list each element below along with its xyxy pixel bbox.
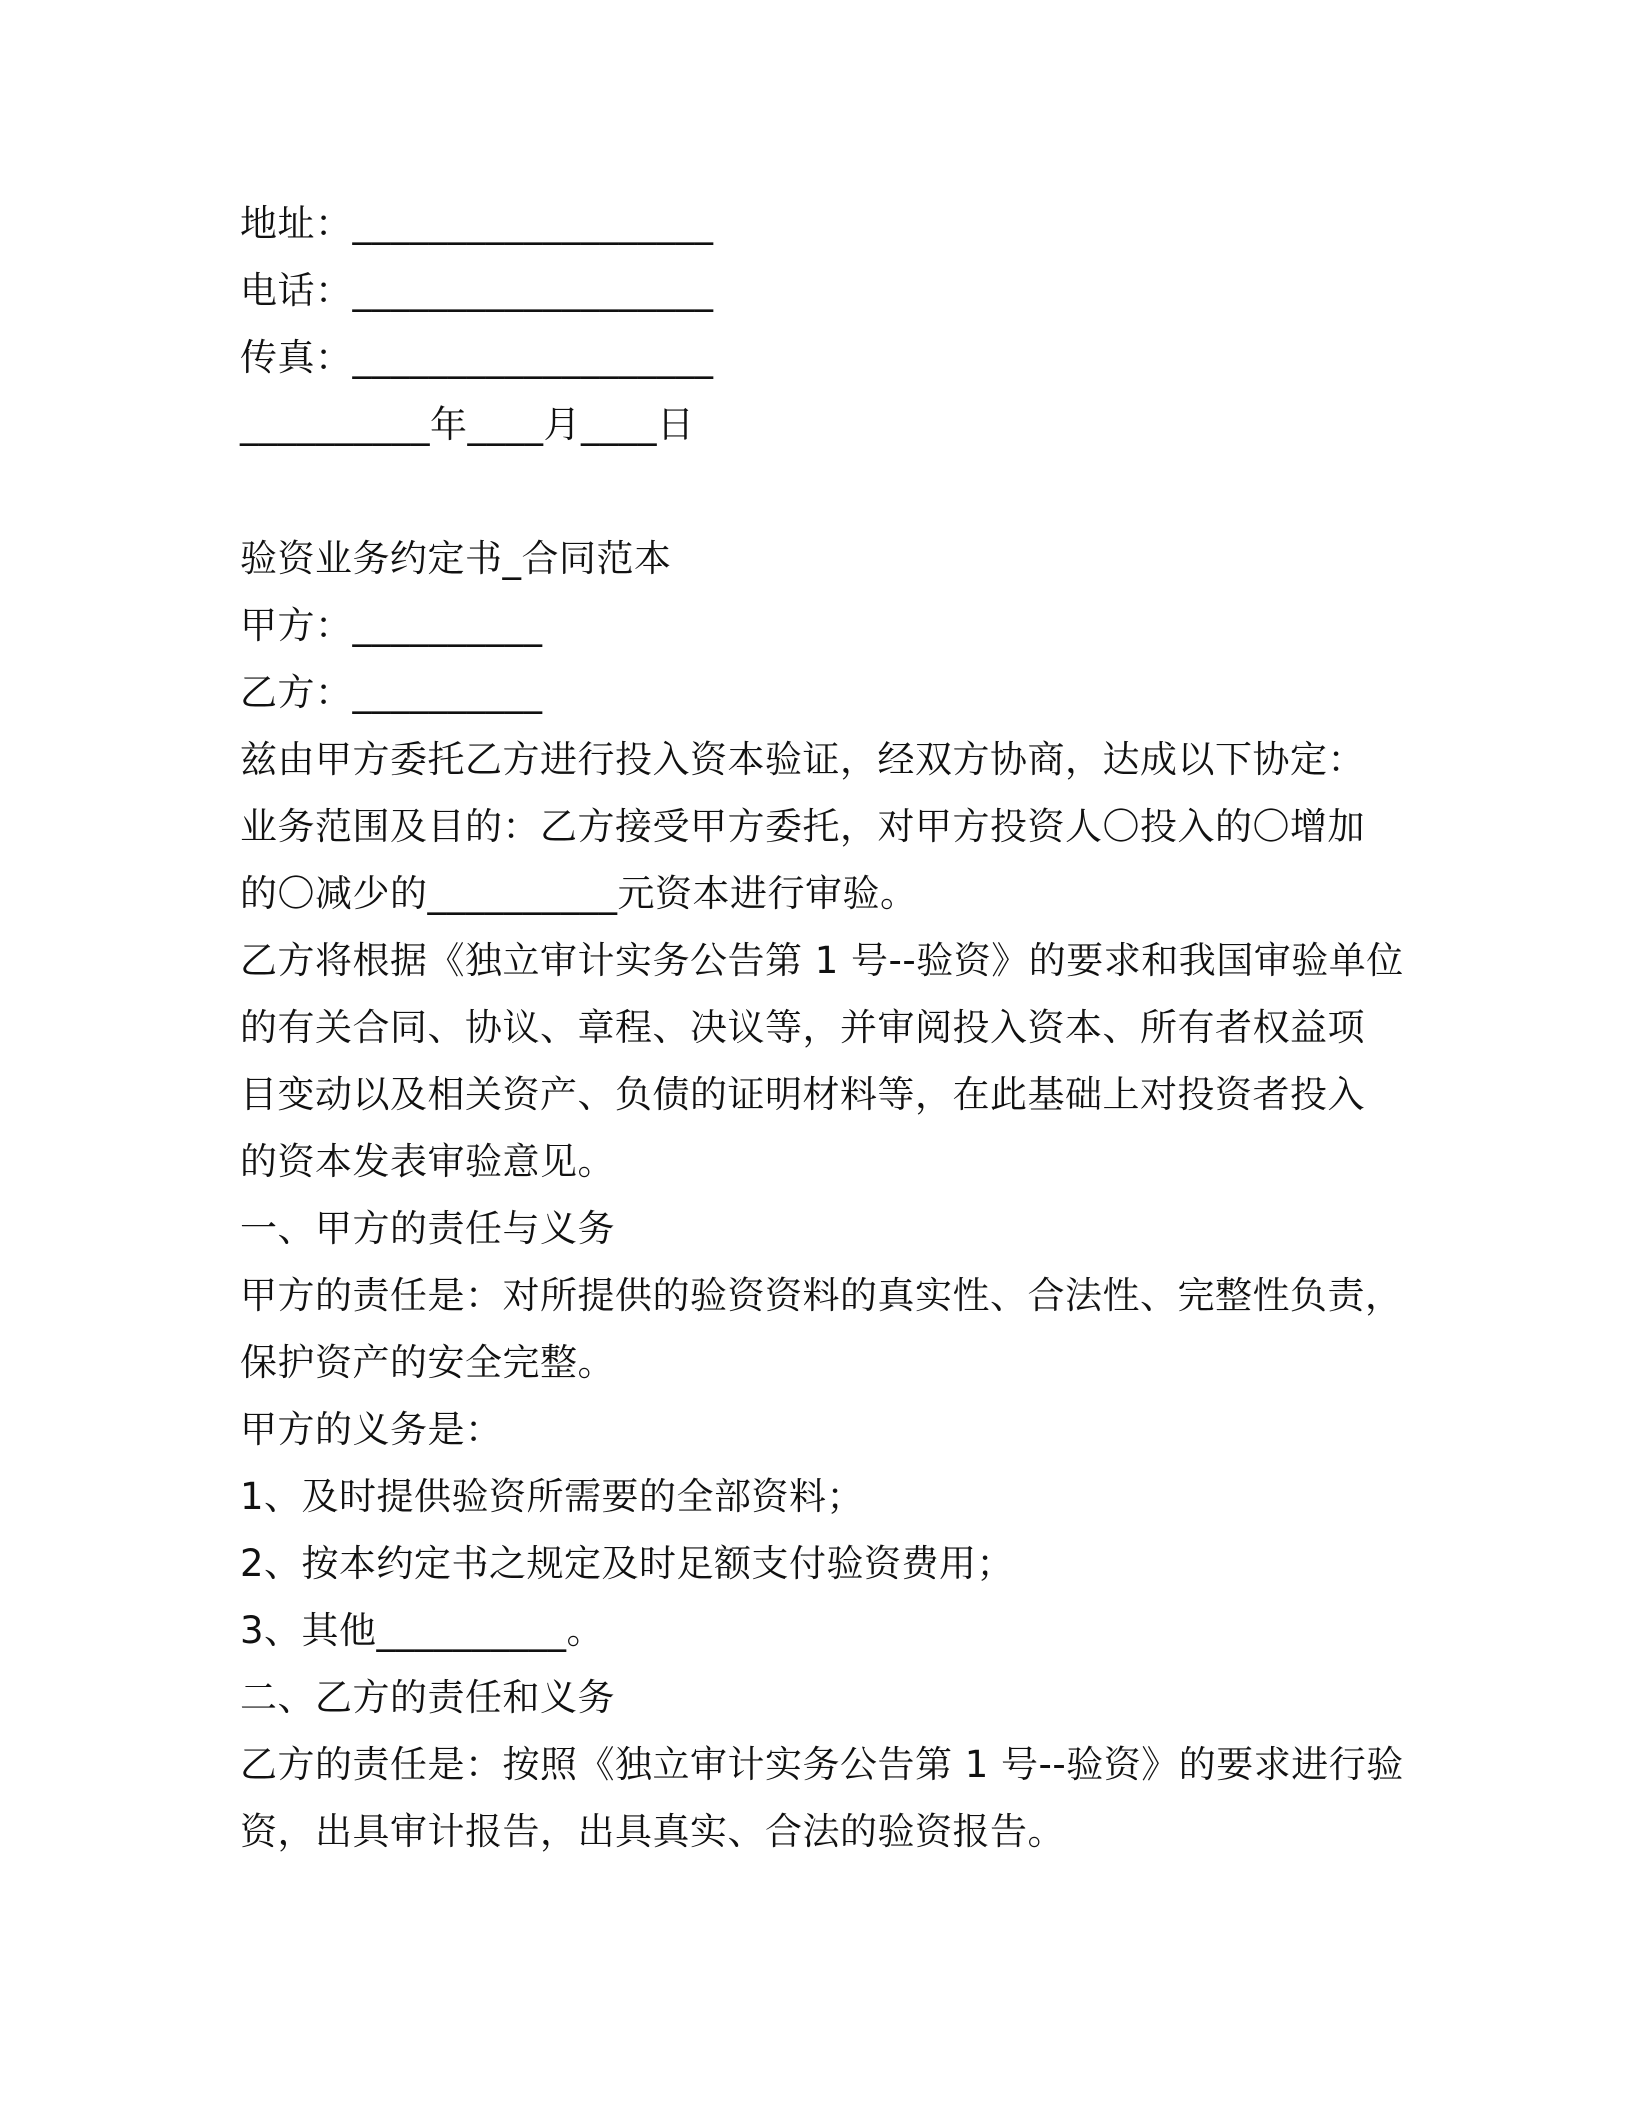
obligation-item: 3、其他__________。 [240, 1609, 605, 1652]
basis-line: 乙方将根据《独立审计实务公告第 1 号--验资》的要求和我国审验单位 [240, 939, 1404, 982]
party-a-line: 甲方：__________ [240, 604, 543, 647]
obligation-item: 2、按本约定书之规定及时足额支付验资费用； [240, 1542, 1015, 1585]
phone-line: 电话：___________________ [240, 269, 714, 312]
obligation-item: 1、及时提供验资所需要的全部资料； [240, 1475, 865, 1518]
document-title: 验资业务约定书_合同范本 [240, 537, 672, 580]
basis-line: 目变动以及相关资产、负债的证明材料等，在此基础上对投资者投入 [240, 1073, 1365, 1116]
spacer [240, 458, 1400, 525]
section-heading-party-b: 二、乙方的责任和义务 [240, 1676, 615, 1719]
basis-line: 的资本发表审验意见。 [240, 1140, 615, 1183]
party-a-obligations-heading: 甲方的义务是： [240, 1408, 503, 1451]
scope-line: 业务范围及目的：乙方接受甲方委托，对甲方投资人〇投入的〇增加 [240, 805, 1365, 848]
section-heading-party-a: 一、甲方的责任与义务 [240, 1207, 615, 1250]
preamble: 兹由甲方委托乙方进行投入资本验证，经双方协商，达成以下协定： [240, 738, 1365, 781]
basis-line: 的有关合同、协议、章程、决议等，并审阅投入资本、所有者权益项 [240, 1006, 1365, 1049]
party-a-responsibility-line: 甲方的责任是：对所提供的验资资料的真实性、合法性、完整性负责， [240, 1274, 1403, 1317]
address-line: 地址：___________________ [240, 202, 714, 245]
party-b-line: 乙方：__________ [240, 671, 543, 714]
party-b-responsibility-line: 乙方的责任是：按照《独立审计实务公告第 1 号--验资》的要求进行验 [240, 1743, 1404, 1786]
scope-line: 的〇减少的__________元资本进行审验。 [240, 872, 918, 915]
party-b-responsibility-line: 资，出具审计报告，出具真实、合法的验资报告。 [240, 1810, 1065, 1853]
fax-line: 传真：___________________ [240, 336, 714, 379]
document-page [240, 190, 1404, 1865]
date-line: __________年____月____日 [240, 403, 695, 446]
party-a-responsibility-line: 保护资产的安全完整。 [240, 1341, 615, 1384]
